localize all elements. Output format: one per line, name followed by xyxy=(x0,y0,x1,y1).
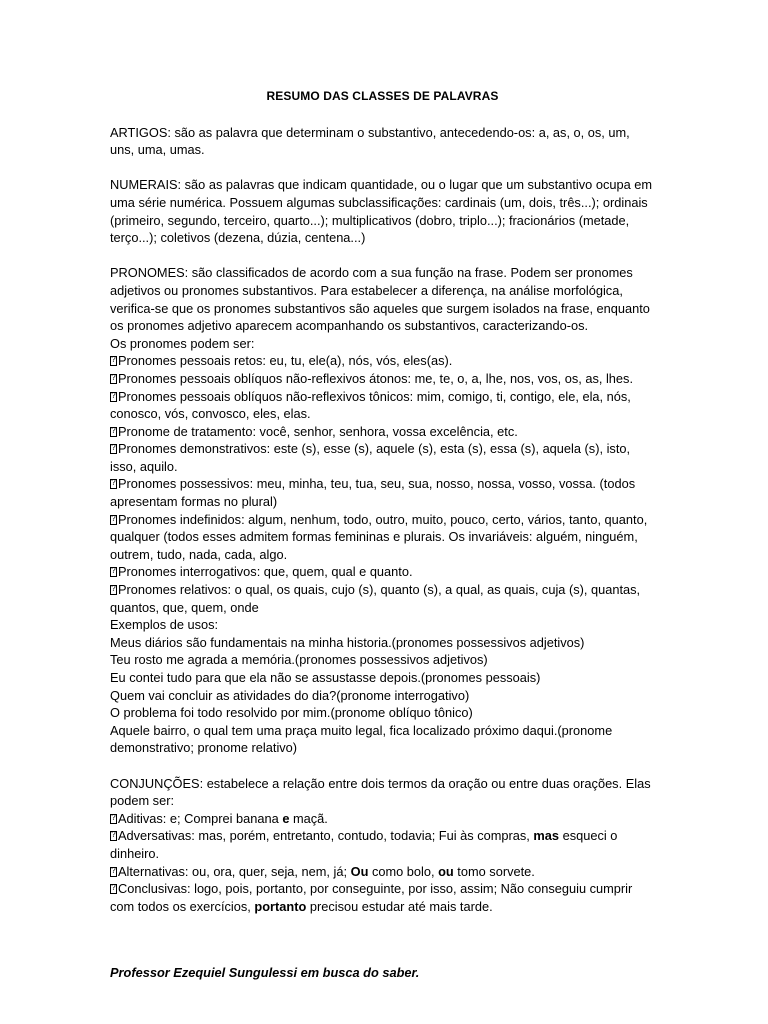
signature-line: Professor Ezequiel Sungulessi em busca do saber. xyxy=(110,965,420,980)
pronomes-intro: PRONOMES: são classificados de acordo com a sua função na frase. Podem ser pronomes adjetivos ou pronomes substantivos. Para estabelecer a diferença, na análise morfológica, verifica-se que os pronomes substantivos são aqueles que surgem isolados na frase, enquanto os pronomes adjetivo aparecem acompanhando os substantivos, caracterizando-os. xyxy=(110,265,650,334)
example-line: Meus diários são fundamentais na minha historia.(pronomes possessivos adjetivos) xyxy=(110,634,585,650)
missing-glyph-icon xyxy=(110,374,117,384)
missing-glyph-icon xyxy=(110,479,117,489)
missing-glyph-icon xyxy=(110,867,117,877)
artigos-paragraph: ARTIGOS: são as palavra que determinam o substantivo, antecedendo-os: a, as, o, os, um, uns, uma, umas. xyxy=(110,124,630,158)
pronome-item: ?Pronome de tratamento: você, senhor, senhora, vossa excelência, etc. xyxy=(110,423,655,441)
missing-glyph-icon xyxy=(110,392,117,402)
conjuncoes-intro: CONJUNÇÕES: estabelece a relação entre dois termos da oração ou entre duas orações. Elas podem ser: xyxy=(110,775,651,809)
pronomes-lead: Os pronomes podem ser: xyxy=(110,335,255,351)
pronome-item: ?Pronomes possessivos: meu, minha, teu, tua, seu, sua, nosso, nossa, vosso, vossa. (todos apresentam formas no plural) xyxy=(110,475,655,510)
conjuncoes-section xyxy=(110,775,655,916)
missing-glyph-icon xyxy=(110,585,117,595)
pronome-item: ?Pronomes pessoais oblíquos não-reflexivos átonos: me, te, o, a, lhe, nos, vos, os, as, lhes. xyxy=(110,370,655,388)
pronome-item: ?Pronomes interrogativos: que, quem, qual e quanto. xyxy=(110,563,655,581)
missing-glyph-icon xyxy=(110,356,117,366)
pronome-item: ?Pronomes pessoais retos: eu, tu, ele(a), nós, vós, eles(as). xyxy=(110,352,655,370)
conjuncao-item: ?Conclusivas: logo, pois, portanto, por conseguinte, por isso, assim; Não conseguiu cumprir com todos os exercícios, portanto precisou estudar até mais tarde. xyxy=(110,880,655,915)
example-line: Quem vai concluir as atividades do dia?(pronome interrogativo) xyxy=(110,687,470,703)
missing-glyph-icon xyxy=(110,427,117,437)
pronome-item: ?Pronomes relativos: o qual, os quais, cujo (s), quanto (s), a qual, as quais, cuja (s), quantas, quantos, que, quem, onde xyxy=(110,581,655,616)
pronome-item: ?Pronomes indefinidos: algum, nenhum, todo, outro, muito, pouco, certo, vários, tanto, quanto, qualquer (todos esses admitem formas femininas e plurais. Os invariáveis: alguém, ninguém, outrem, tudo, nada, cada, algo. xyxy=(110,511,655,564)
numerais-paragraph: NUMERAIS: são as palavras que indicam quantidade, ou o lugar que um substantivo ocupa em uma série numérica. Possuem algumas subclassificações: cardinais (um, dois, três...); ordinais (primeiro, segundo, terceiro, quarto...); multiplicativos (dobro, triplo...); fracionários (metade, terço...); coletivos (dezena, dúzia, centena...) xyxy=(110,177,653,246)
example-line: Aquele bairro, o qual tem uma praça muito legal, fica localizado próximo daqui.(pronome demonstrativo; pronome relativo) xyxy=(110,722,613,756)
document-title: RESUMO DAS CLASSES DE PALAVRAS xyxy=(266,89,499,103)
missing-glyph-icon xyxy=(110,814,117,824)
pronomes-section xyxy=(110,264,655,757)
missing-glyph-icon xyxy=(110,831,117,841)
pronome-item: ?Pronomes pessoais oblíquos não-reflexivos tônicos: mim, comigo, ti, contigo, ele, ela, nós, conosco, vós, convosco, eles, elas. xyxy=(110,388,655,423)
document-page xyxy=(110,88,655,933)
example-line: O problema foi todo resolvido por mim.(pronome oblíquo tônico) xyxy=(110,705,473,721)
conjuncao-item: ?Adversativas: mas, porém, entretanto, contudo, todavia; Fui às compras, mas esqueci o dinheiro. xyxy=(110,827,655,862)
missing-glyph-icon xyxy=(110,567,117,577)
missing-glyph-icon xyxy=(110,444,117,454)
missing-glyph-icon xyxy=(110,515,117,525)
example-line: Eu contei tudo para que ela não se assustasse depois.(pronomes pessoais) xyxy=(110,670,541,685)
missing-glyph-icon xyxy=(110,884,117,894)
conjuncao-item: ?Aditivas: e; Comprei banana e maçã. xyxy=(110,810,655,828)
pronome-item: ?Pronomes demonstrativos: este (s), esse (s), aquele (s), esta (s), essa (s), aquela (s), isto, isso, aquilo. xyxy=(110,440,655,475)
examples-lead: Exemplos de usos: xyxy=(110,617,219,633)
example-line: Teu rosto me agrada a memória.(pronomes possessivos adjetivos) xyxy=(110,652,488,668)
conjuncao-item: ?Alternativas: ou, ora, quer, seja, nem, já; Ou como bolo, ou tomo sorvete. xyxy=(110,863,655,881)
